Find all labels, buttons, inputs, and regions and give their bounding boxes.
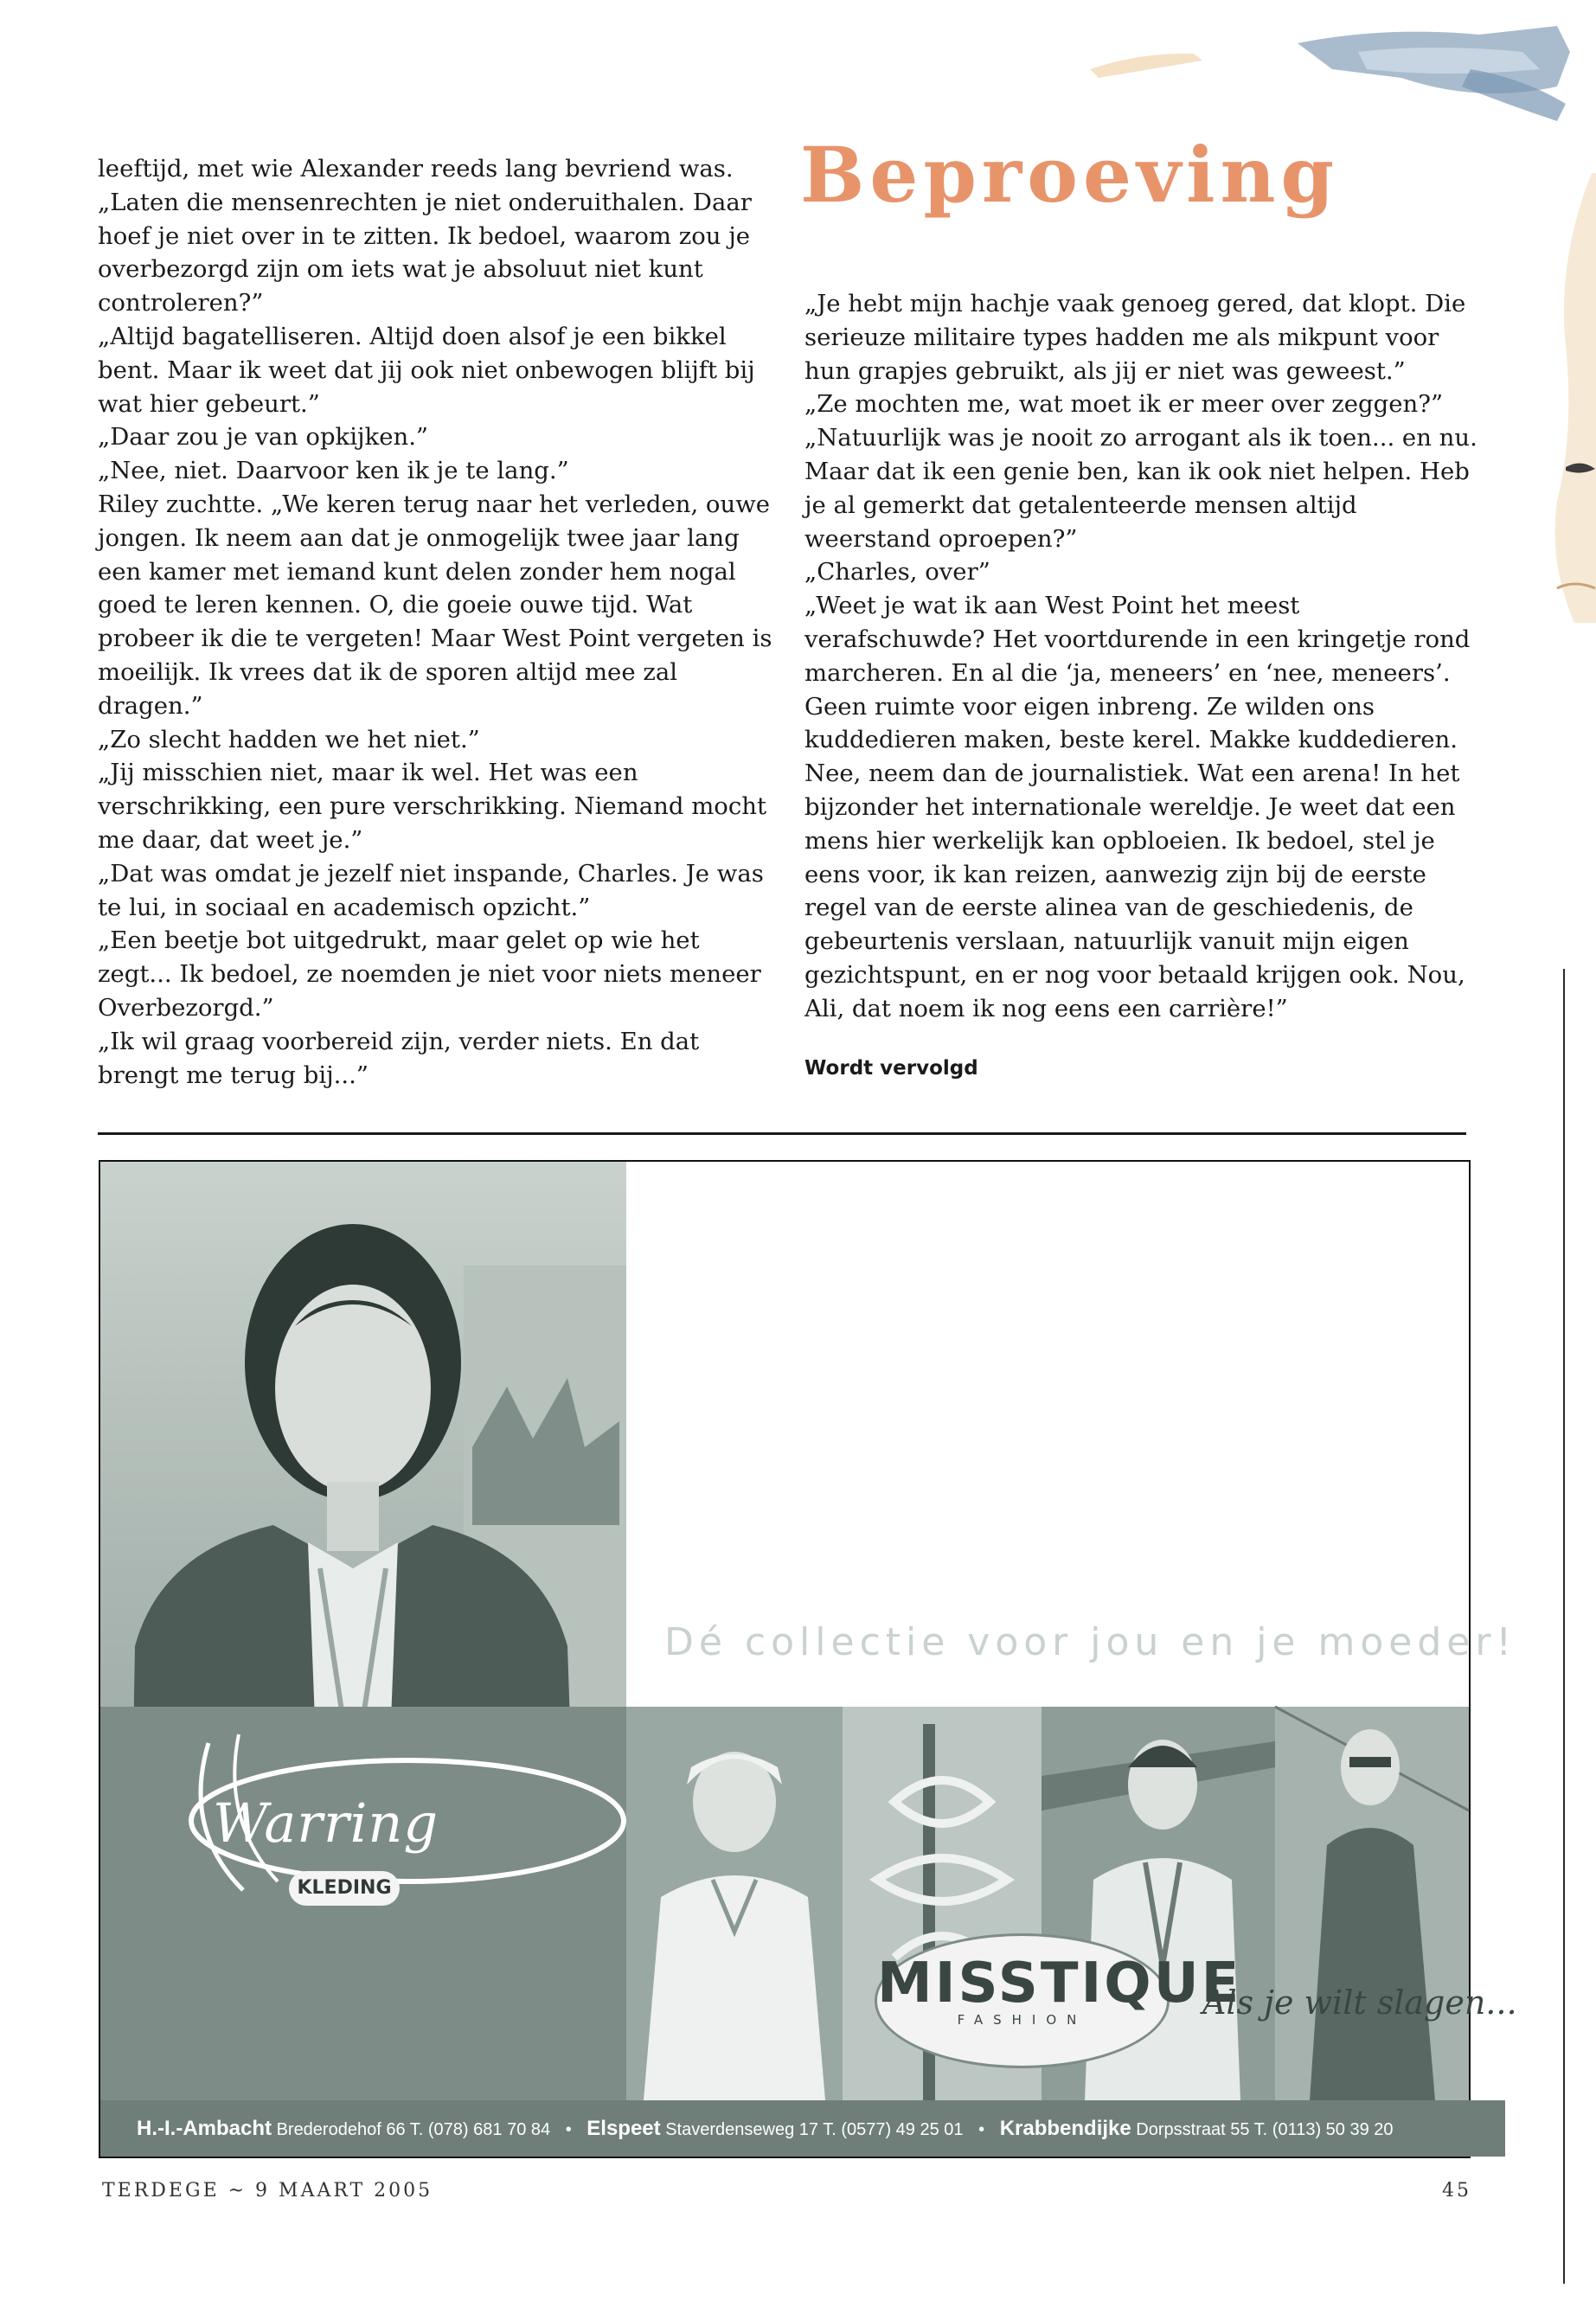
- paragraph: „Charles, over”: [804, 558, 990, 586]
- paragraph: „Altijd bagatelliseren. Altijd doen alsof je een bikkel bent. Maar ik weet dat jij ook niet onbewogen blijft bij wat hier gebeurt.”: [98, 322, 755, 418]
- decorative-brush-strokes: [1073, 17, 1574, 130]
- paragraph: „Nee, niet. Daarvoor ken ik je te lang.”: [98, 457, 569, 485]
- paragraph: „Natuurlijk was je nooit zo arrogant als ik toen... en nu. Maar dat ik een genie ben, kan ik ook niet helpen. Heb je al gemerkt dat getalenteerde mensen altijd weerstand oproepen?”: [804, 424, 1477, 553]
- store-phone: T. (0113) 50 39 20: [1253, 2120, 1394, 2139]
- bullet-separator: •: [978, 2120, 985, 2139]
- paragraph: „Ze mochten me, wat moet ik er meer over zeggen?”: [804, 390, 1444, 419]
- decorative-face-fragment: [1505, 173, 1596, 779]
- misstique-logo-oval: [875, 1933, 1242, 2068]
- paragraph: „Laten die mensenrechten je niet onderuithalen. Daar hoef je niet over in te zitten. Ik bedoel, waarom zou je overbezorgd zijn om iets wat je absoluut niet kunt controleren?”: [98, 188, 752, 317]
- to-be-continued: Wordt vervolgd: [804, 1057, 978, 1080]
- store-address: Brederodehof 66: [276, 2120, 406, 2139]
- publication-date: TERDEGE ~ 9 MAART 2005: [102, 2180, 433, 2202]
- store-address: Staverdenseweg 17: [665, 2120, 818, 2139]
- page-edge-line: [1563, 969, 1565, 2284]
- bullet-separator: •: [565, 2120, 572, 2139]
- warring-logo: Warring: [213, 1791, 439, 1855]
- paragraph: „Zo slecht hadden we het niet.”: [98, 725, 480, 753]
- paragraph: „Dat was omdat je jezelf niet inspande, Charles. Je was te lui, in sociaal en academisch opzicht.”: [98, 859, 764, 921]
- article-left-column: [98, 152, 772, 1092]
- kleding-label: KLEDING: [289, 1871, 400, 1906]
- page-number: 45: [1442, 2180, 1471, 2202]
- store-phone: T. (078) 681 70 84: [409, 2120, 551, 2139]
- misstique-logo: MISSTIQUE: [877, 1952, 1242, 2016]
- paragraph: leeftijd, met wie Alexander reeds lang bevriend was.: [98, 155, 734, 183]
- store-address: Dorpsstraat 55: [1136, 2120, 1250, 2139]
- ad-tagline: Dé collectie voor jou en je moeder!: [664, 1620, 1517, 1664]
- fashion-advertisement: [99, 1160, 1517, 2158]
- store-town: Krabbendijke: [999, 2117, 1131, 2140]
- paragraph: „Een beetje bot uitgedrukt, maar gelet op wie het zegt... Ik bedoel, ze noemden je niet voor niets meneer Overbezorgd.”: [98, 926, 761, 1022]
- store-addresses: [100, 2100, 1505, 2157]
- store-town: H.-I.-Ambacht: [137, 2117, 272, 2140]
- ad-photo-model-headscarf: [626, 1707, 843, 2100]
- paragraph: „Ik wil graag voorbereid zijn, verder niets. En dat brengt me terug bij...”: [98, 1027, 700, 1089]
- fashion-label: FASHION: [957, 2012, 1087, 2028]
- paragraph: „Daar zou je van opkijken.”: [98, 423, 428, 452]
- store-town: Elspeet: [586, 2117, 661, 2140]
- paragraph: „Je hebt mijn hachje vaak genoeg gered, dat klopt. Die serieuze militaire types hadden me als mikpunt voor hun grapjes gebruikt, als jij er niet was geweest.”: [804, 290, 1466, 385]
- paragraph: Riley zuchtte. „We keren terug naar het verleden, ouwe jongen. Ik neem aan dat je onmogelijk twee jaar lang een kamer met iemand kunt delen zonder hem nogal goed te leren kennen. O, die goeie ouwe tijd. Wat probeer ik die te vergeten! Maar West Point vergeten is moeilijk. Ik vrees dat ik de sporen altijd mee zal dragen.”: [98, 490, 772, 720]
- store-phone: T. (0577) 49 25 01: [823, 2120, 964, 2139]
- article-right-column: [804, 287, 1479, 1026]
- section-divider: [98, 1132, 1466, 1135]
- ad-slogan: Als je wilt slagen...: [1202, 1984, 1517, 2022]
- paragraph: „Jij misschien niet, maar ik wel. Het was een verschrikking, een pure verschrikking. Niemand mocht me daar, dat weet je.”: [98, 759, 767, 854]
- paragraph: „Weet je wat ik aan West Point het meest verafschuwde? Het voortdurende in een kringetje rond marcheren. En al die ‘ja, meneers’ en ‘nee, meneers’. Geen ruimte voor eigen inbreng. Ze wilden ons kuddedieren maken, beste kerel. Makke kuddedieren. Nee, neem dan de journalistiek. Wat een arena! In het bijzonder het internationale wereldje. Je weet dat een mens hier werkelijk kan opbloeien. Ik bedoel, stel je eens voor, ik kan reizen, aanwezig zijn bij de eerste regel van de eerste alinea van de geschiedenis, de gebeurtenis verslaan, natuurlijk vanuit mijn eigen gezichtspunt, en er nog voor betaald krijgen ook. Nou, Ali, dat noem ik nog eens een carrière!”: [804, 592, 1471, 1022]
- ad-photo-model-dress: [1275, 1707, 1469, 2100]
- article-title: Beproeving: [800, 130, 1340, 220]
